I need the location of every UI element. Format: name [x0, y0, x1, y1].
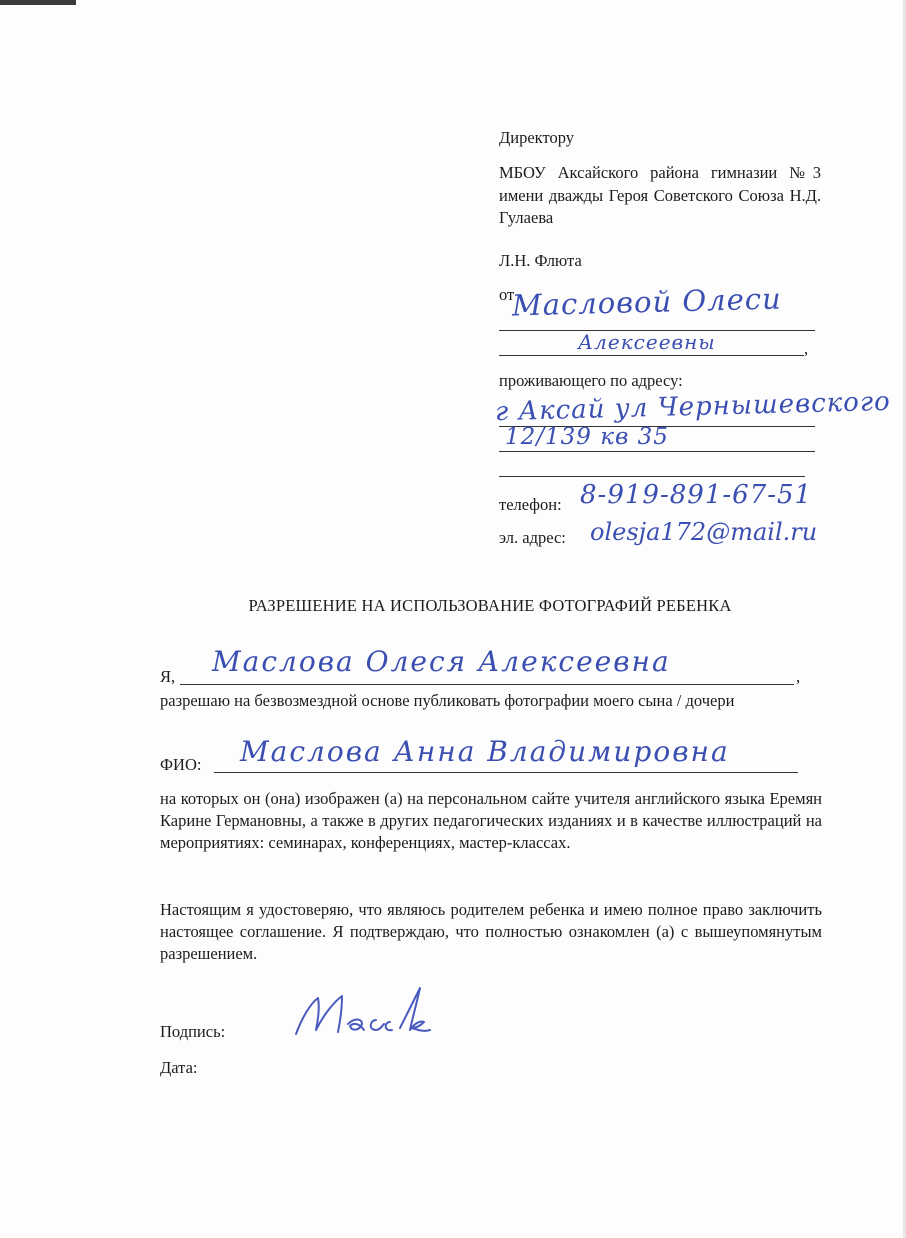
- from-line-2: [499, 355, 804, 356]
- email-label: эл. адрес:: [499, 528, 566, 547]
- usage-paragraph: на которых он (она) изображен (а) на персональном сайте учителя английского языка Еремян Карине Германовны, а также в других педагогических изданиях и в качестве иллюстраций на мероприятиях: семинарах, конференциях, мастер-классах.: [160, 789, 822, 852]
- addressee: Директору: [499, 128, 574, 147]
- from-handwritten-2[interactable]: Алексеевны: [578, 330, 716, 354]
- document-title: РАЗРЕШЕНИЕ НА ИСПОЛЬЗОВАНИЕ ФОТОГРАФИЙ РЕБЕНКА: [248, 596, 732, 615]
- address-line-3: [499, 476, 805, 477]
- fio-label: ФИО:: [160, 755, 202, 774]
- i-label: Я,: [160, 667, 176, 686]
- scan-edge-mark: [0, 0, 76, 5]
- school-name: МБОУ Аксайского района гимназии №3 имени дважды Героя Советского Союза Н.Д. Гулаева: [499, 163, 821, 227]
- certification-paragraph: Настоящим я удостоверяю, что являюсь родителем ребенка и имею полное право заключить настоящее соглашение. Я подтверждаю, что полностью ознакомлен (а) с вышеупомянутым разрешением.: [160, 900, 822, 963]
- handwritten-signature[interactable]: [288, 980, 438, 1050]
- child-name-handwritten[interactable]: Маслова Анна Владимировна: [240, 735, 730, 768]
- permission-text: разрешаю на безвозмездной основе публиковать фотографии моего сына / дочери: [160, 691, 735, 710]
- address-line-2: [499, 451, 815, 452]
- phone-handwritten[interactable]: 8-919-891-67-51: [580, 480, 813, 510]
- email-handwritten[interactable]: olesja172@mail.ru: [590, 518, 818, 546]
- child-name-line: [214, 772, 798, 773]
- parent-name-handwritten[interactable]: Маслова Олеся Алексеевна: [212, 645, 671, 678]
- signature-label: Подпись:: [160, 1022, 226, 1041]
- date-label: Дата:: [160, 1058, 198, 1077]
- director-name: Л.Н. Флюта: [499, 251, 582, 270]
- from-comma: ,: [804, 339, 809, 358]
- phone-label: телефон:: [499, 495, 562, 514]
- address-handwritten-1[interactable]: г Аксай ул Чернышевского: [494, 386, 892, 428]
- parent-name-line: [180, 684, 794, 685]
- from-handwritten-1[interactable]: Масловой Олеси: [511, 281, 783, 323]
- from-label: от: [499, 285, 515, 304]
- residing-label: проживающего по адресу:: [499, 371, 683, 390]
- address-handwritten-2[interactable]: 12/139 кв 35: [505, 424, 669, 450]
- parent-comma: ,: [796, 667, 801, 686]
